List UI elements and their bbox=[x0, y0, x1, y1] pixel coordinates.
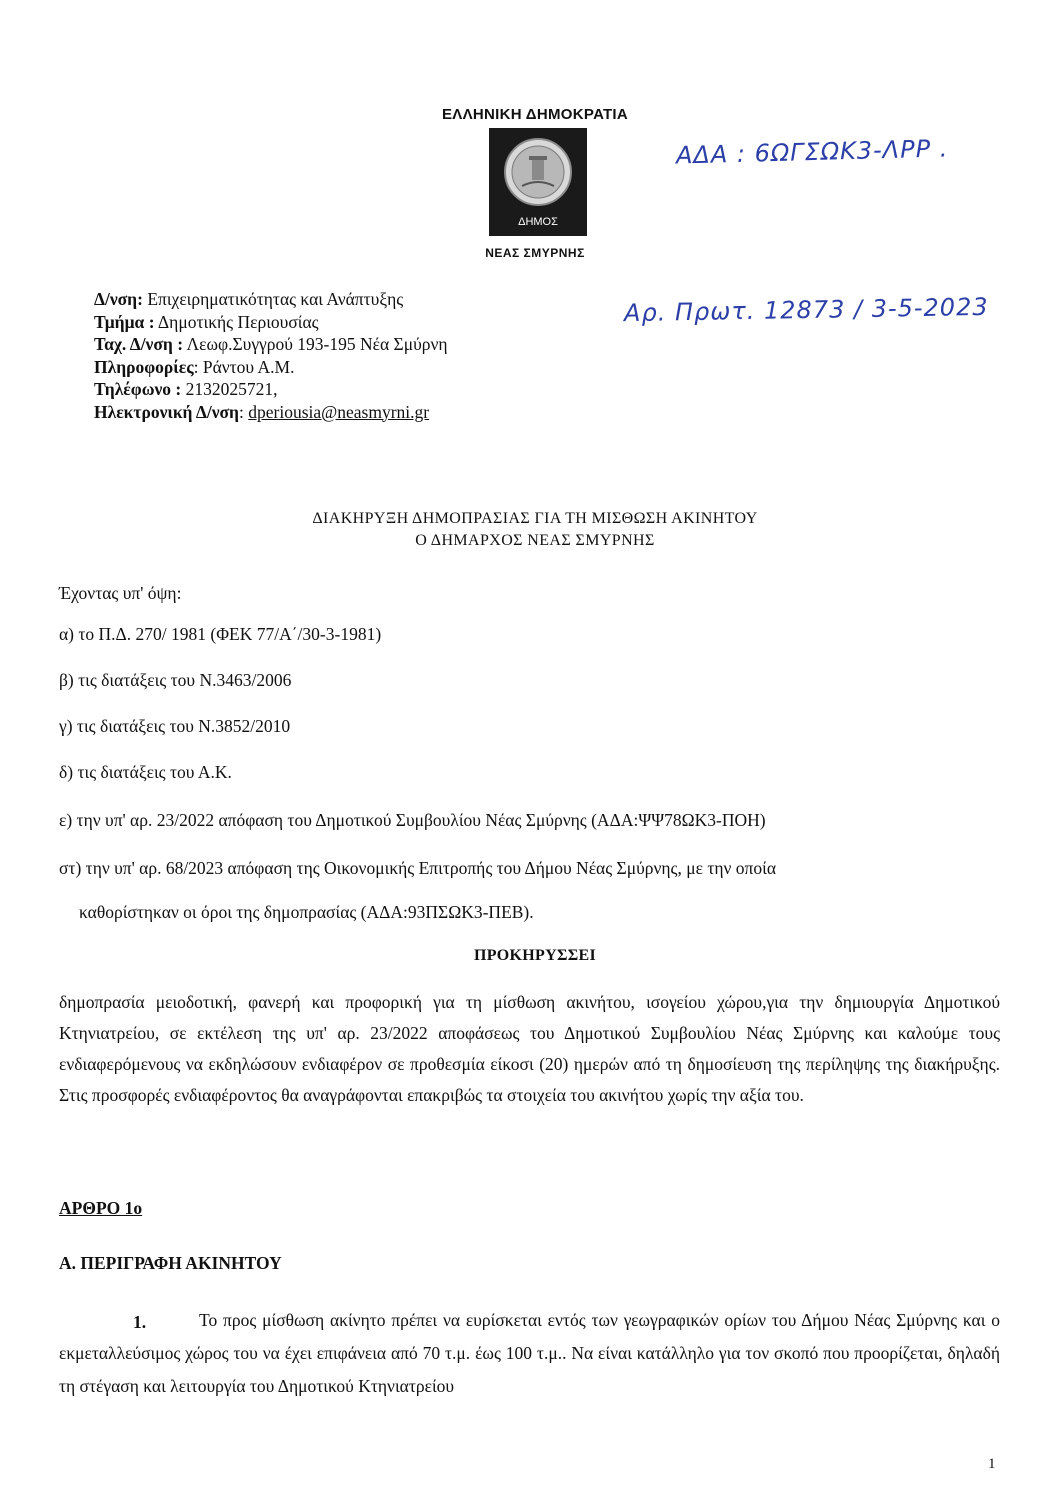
point-paragraph: Το προς μίσθωση ακίνητο πρέπει να ευρίσκεται εντός των γεωγραφικών ορίων του Δήμου Νέας Σμύρνης και ο εκμεταλλεύσιμος χώρος του να έχει επιφάνεια από 70 τ.μ. έως 100 τ.μ.. Να είναι κατάλληλο για τον σκοπό που προορίζεται, δηλαδή τη στέγαση και λειτουργία του Δημοτικού Κτηνιατρείου bbox=[59, 1310, 1000, 1396]
section-heading: Α. ΠΕΡΙΓΡΑΦΗ ΑΚΙΝΗΤΟΥ bbox=[59, 1253, 282, 1273]
info-line bbox=[94, 288, 448, 311]
info-label: Πληροφορίες bbox=[94, 356, 194, 377]
handwritten-protocol: Αρ. Πρωτ. 12873 / 3-5-2023 bbox=[623, 292, 989, 328]
info-line bbox=[94, 333, 448, 356]
list-item: β) τις διατάξεις του Ν.3463/2006 bbox=[59, 670, 292, 690]
info-value: : Ράντου Α.Μ. bbox=[193, 356, 295, 377]
municipality-logo bbox=[489, 128, 587, 236]
list-item: στ) την υπ' αρ. 68/2023 απόφαση της Οικονομικής Επιτροπής του Δήμου Νέας Σμύρνης, με την οποία bbox=[59, 858, 777, 878]
info-value: 2132025721, bbox=[181, 379, 278, 399]
email-link[interactable]: dperiousia@neasmyrni.gr bbox=[248, 401, 430, 422]
article-heading: ΑΡΘΡΟ 1ο bbox=[59, 1198, 143, 1218]
list-item: δ) τις διατάξεις του Α.Κ. bbox=[59, 762, 232, 782]
page-number: 1 bbox=[988, 1456, 996, 1472]
document-title bbox=[0, 508, 1049, 552]
info-line bbox=[94, 401, 448, 424]
list-item-continuation: καθορίστηκαν οι όροι της δημοπρασίας (ΑΔΑ:93ΠΣΩΚ3-ΠΕΒ). bbox=[79, 902, 534, 922]
body-paragraph: δημοπρασία μειοδοτική, φανερή και προφορική για τη μίσθωση ακινήτου, ισογείου χώρου,για την δημιουργία Δημοτικού Κτηνιατρείου, σε εκτέλεση της υπ' αρ. 23/2022 αποφάσεως του Δημοτικού Συμβουλίου Νέας Σμύρνης και καλούμε τους ενδιαφερόμενους να εκδηλώσουν ενδιαφέρον σε προθεσμία είκοσι (20) ημερών από τη δημοσίευση της περίληψης της διακήρυξης. Στις προσφορές ενδιαφέροντος θα αναγράφονται επακριβώς τα στοιχεία του ακινήτου χωρίς την αξία του. bbox=[59, 992, 1000, 1105]
info-label: Ταχ. Δ/νση : bbox=[94, 334, 184, 354]
list-item: ε) την υπ' αρ. 23/2022 απόφαση του Δημοτικού Συμβουλίου Νέας Σμύρνης (ΑΔΑ:ΨΨ78ΩΚ3-ΠΟΗ) bbox=[59, 810, 766, 830]
municipality-name: ΝΕΑΣ ΣΜΥΡΝΗΣ bbox=[485, 246, 585, 260]
info-label: Δ/νση: bbox=[94, 289, 143, 309]
info-label: Ηλεκτρονική Δ/νση bbox=[94, 401, 239, 422]
info-value: Επιχειρηματικότητας και Ανάπτυξης bbox=[142, 289, 404, 309]
considering-label: Έχοντας υπ' όψη: bbox=[59, 583, 182, 603]
info-label: Τμήμα : bbox=[94, 311, 155, 332]
handwritten-ada: ΑΔΑ : 6ΩΓΣΩΚ3-ΛΡΡ . bbox=[675, 134, 949, 170]
list-item: α) το Π.Δ. 270/ 1981 (ΦΕΚ 77/Α΄/30-3-1981) bbox=[59, 624, 382, 644]
list-item: γ) τις διατάξεις του Ν.3852/2010 bbox=[59, 716, 291, 736]
title-line-1: ΔΙΑΚΗΡΥΞΗ ΔΗΜΟΠΡΑΣΙΑΣ ΓΙΑ ΤΗ ΜΙΣΘΩΣΗ ΑΚΙΝΗΤΟΥ bbox=[312, 510, 758, 527]
sender-info bbox=[94, 288, 448, 423]
title-line-2: Ο ΔΗΜΑΡΧΟΣ ΝΕΑΣ ΣΜΥΡΝΗΣ bbox=[415, 532, 655, 549]
info-line bbox=[94, 378, 448, 401]
info-line bbox=[94, 356, 448, 379]
proclaims-heading: ΠΡΟΚΗΡΥΣΣΕΙ bbox=[473, 947, 596, 964]
info-line bbox=[94, 311, 448, 334]
info-value: Δημοτικής Περιουσίας bbox=[154, 311, 319, 332]
seal-icon bbox=[489, 128, 587, 236]
info-label: Τηλέφωνο : bbox=[94, 379, 182, 399]
republic-heading: ΕΛΛΗΝΙΚΗ ΔΗΜΟΚΡΑΤΙΑ bbox=[441, 106, 629, 123]
info-value: : bbox=[239, 401, 249, 422]
info-value: Λεωφ.Συγγρού 193-195 Νέα Σμύρνη bbox=[183, 334, 448, 354]
logo-text: ΔΗΜΟΣ bbox=[518, 216, 558, 228]
point-number: 1. bbox=[133, 1312, 147, 1332]
